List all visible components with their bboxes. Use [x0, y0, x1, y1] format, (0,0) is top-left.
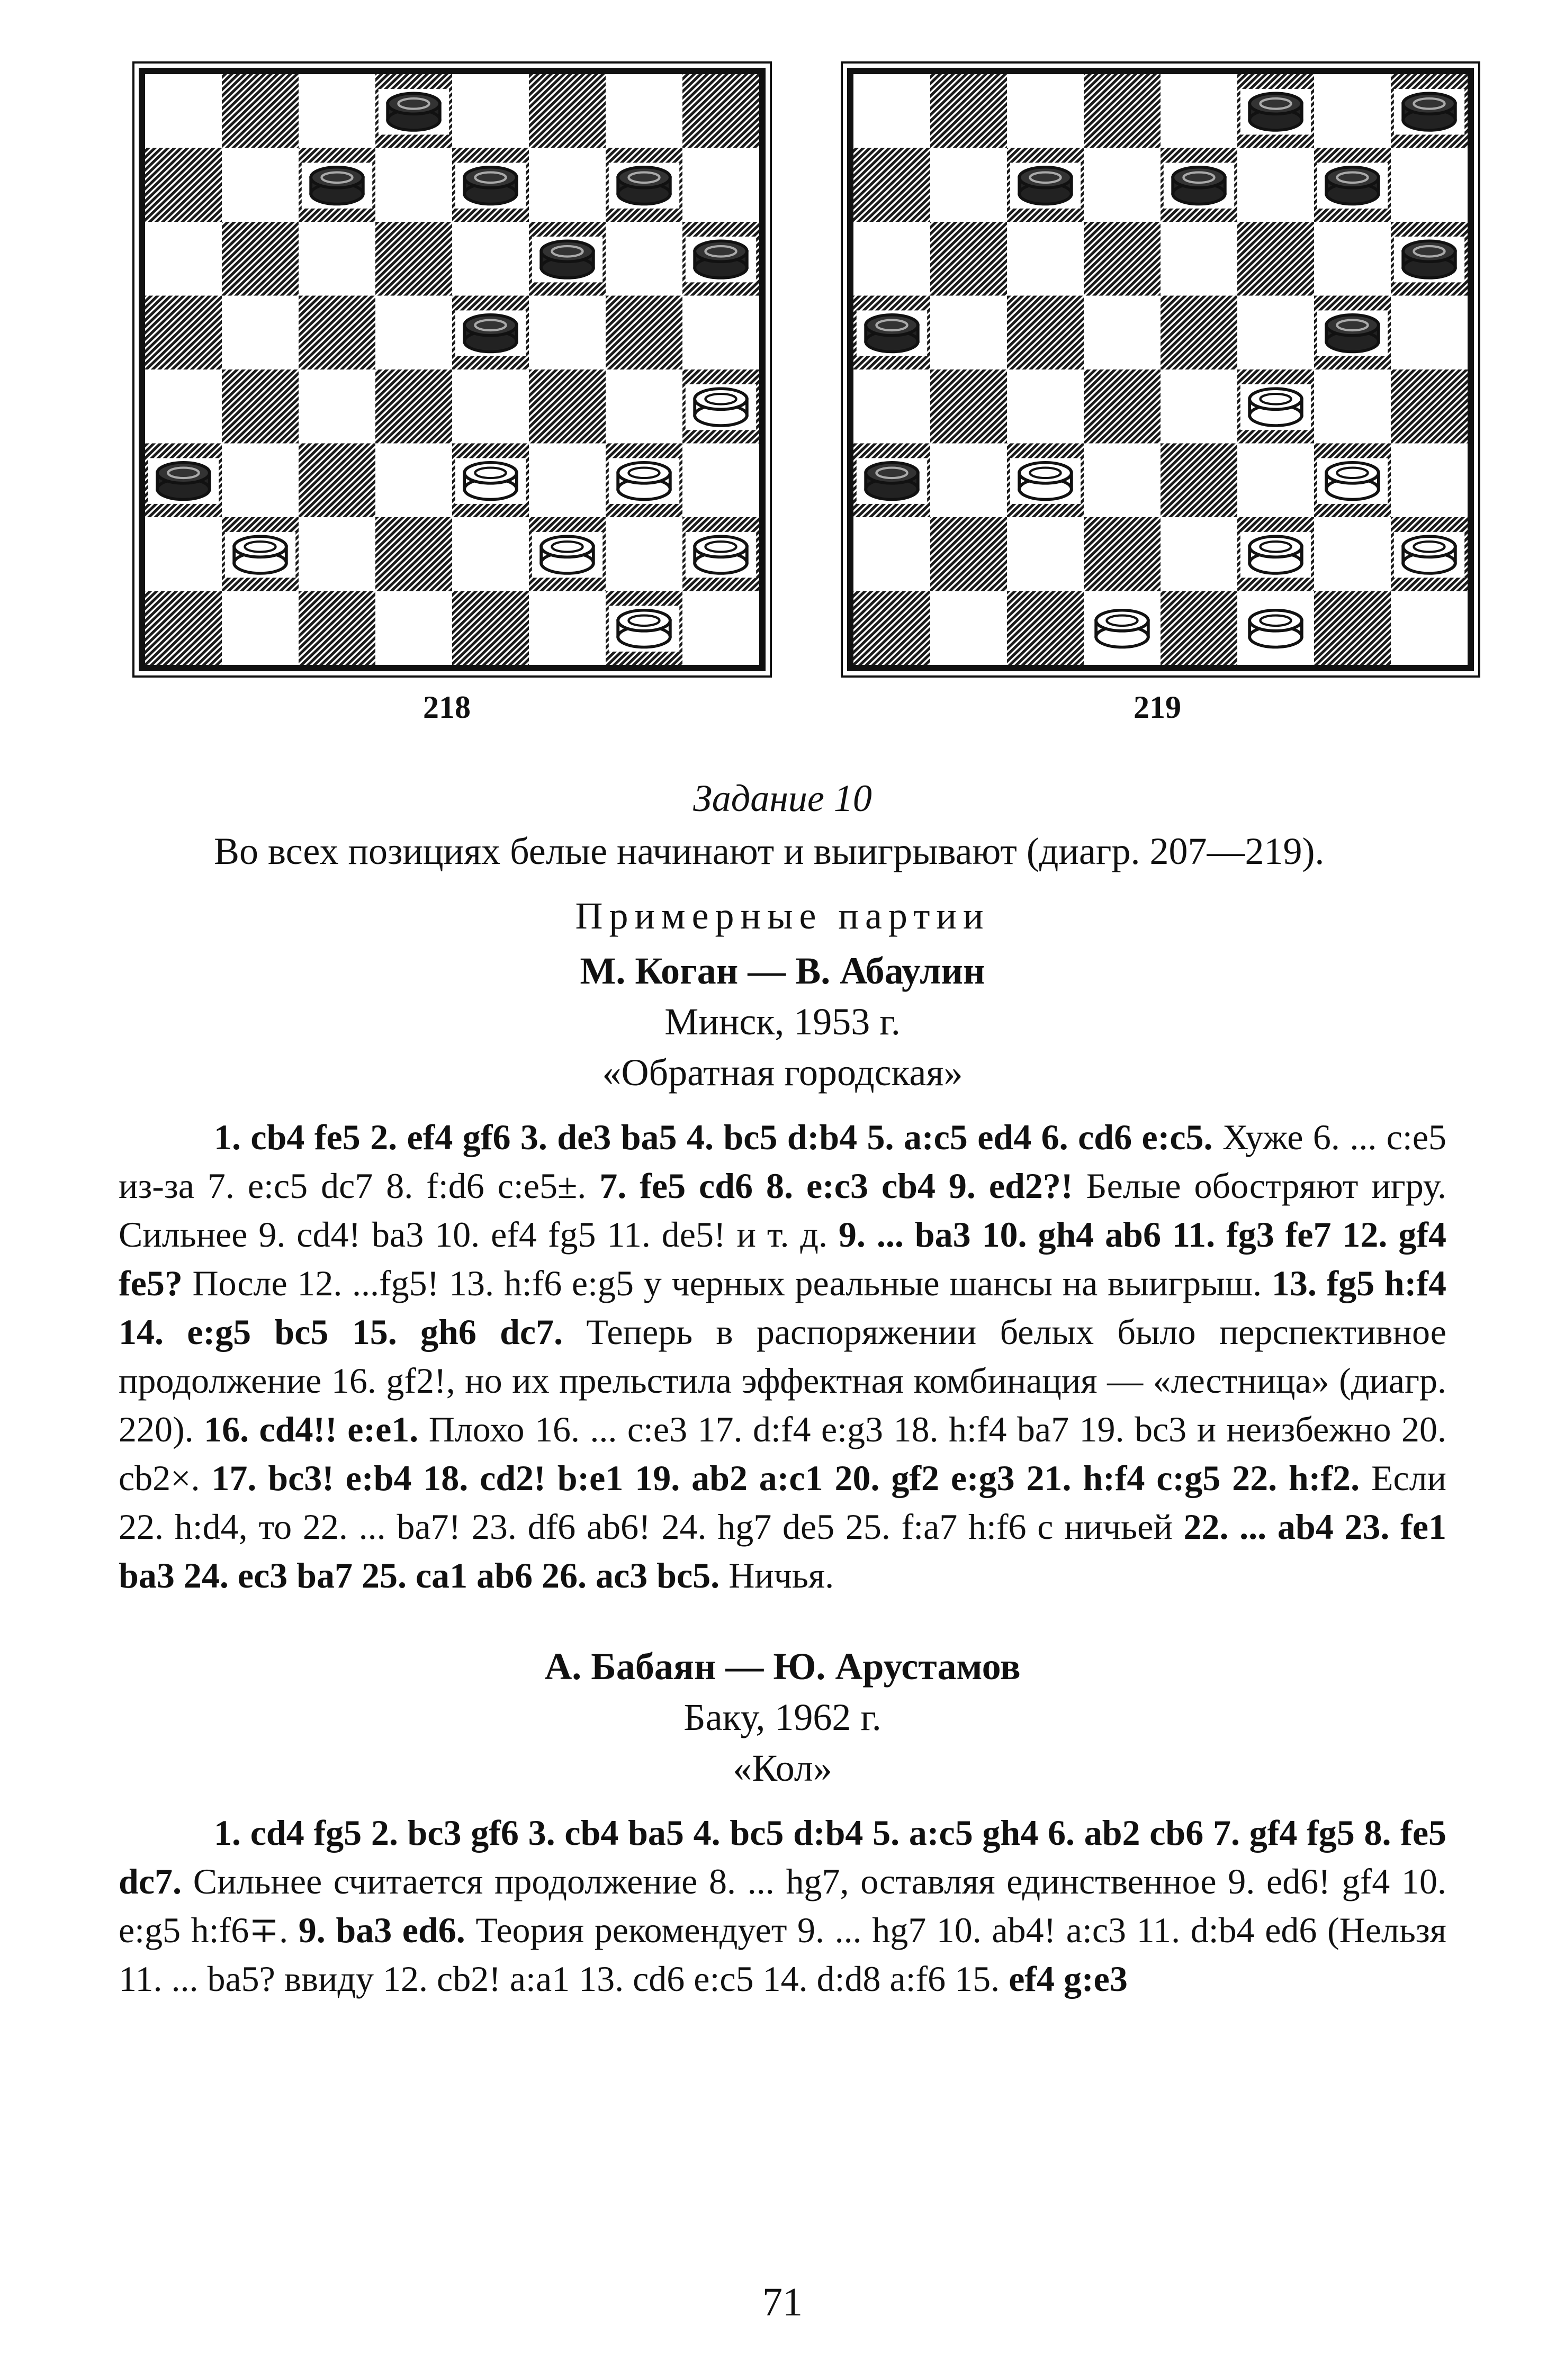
black-piece [1317, 310, 1388, 356]
light-square [853, 74, 930, 148]
light-square [299, 369, 375, 444]
light-square [682, 296, 759, 370]
black-piece [686, 237, 756, 282]
light-square [145, 222, 222, 296]
dark-square [1084, 74, 1161, 148]
light-square [1391, 296, 1468, 370]
black-piece [532, 237, 602, 282]
dark-square [606, 296, 682, 370]
game-1-moves [119, 1113, 1446, 1600]
black-piece [148, 458, 219, 503]
black-piece [455, 163, 526, 208]
section-title: Примерные партии [575, 895, 990, 937]
dark-square [222, 369, 299, 444]
dark-square [930, 74, 1007, 148]
dark-square [1314, 591, 1391, 665]
black-piece [609, 163, 679, 208]
dark-square [145, 296, 222, 370]
game-moves-run: 9. ... ba3 10. gh4 ab6 11. fg3 fe7 12. gf4 fe5? [119, 1214, 1446, 1303]
task-title: Задание 10 [693, 777, 872, 819]
diagram-219-number: 219 [1134, 690, 1181, 725]
dark-square [1161, 296, 1237, 370]
light-square [145, 517, 222, 591]
light-square [529, 444, 606, 518]
light-square [606, 517, 682, 591]
dark-square [299, 444, 375, 518]
game-commentary: Белые обостряют игру. Сильнее 9. cd4! ba3 10. ef4 fg5 11. de5! и т. д. [119, 1166, 1446, 1255]
diagram-218-number: 218 [423, 690, 471, 725]
black-piece [1394, 89, 1464, 134]
white-piece [686, 384, 756, 430]
black-piece [1317, 163, 1388, 208]
light-square [682, 148, 759, 222]
light-square [222, 591, 299, 665]
light-square [930, 296, 1007, 370]
game-commentary: Ничья. [719, 1555, 834, 1595]
dark-square [222, 222, 299, 296]
light-square [1237, 444, 1314, 518]
white-piece [1317, 458, 1388, 503]
dark-square [299, 591, 375, 665]
game-commentary: Теория рекомендует 9. ... hg7 10. ab4! a:c3 11. d:b4 ed6 (Нельзя 11. ... ba5? ввиду 12. cb2! a:a1 13. cd6 e:c5 14. d:d8 a:f6 15. [119, 1910, 1446, 1999]
white-piece [1240, 532, 1311, 578]
light-square [299, 222, 375, 296]
dark-square [1161, 444, 1237, 518]
game-1-opening: «Обратная городская» [602, 1051, 963, 1094]
game-commentary: Хуже 6. ... c:e5 из-за 7. e:c5 dc7 8. f:d6 c:e5±. [119, 1117, 1447, 1206]
game-2-opening: «Кол» [733, 1747, 832, 1789]
white-piece [1394, 532, 1464, 578]
dark-square [145, 591, 222, 665]
dark-square [452, 591, 529, 665]
light-square [375, 591, 452, 665]
white-piece [455, 458, 526, 503]
dark-square [529, 369, 606, 444]
black-piece [1394, 237, 1464, 282]
board-svg [853, 74, 1468, 665]
light-square [222, 444, 299, 518]
black-piece [857, 310, 927, 356]
light-square [1084, 148, 1161, 222]
light-square [1084, 296, 1161, 370]
light-square [145, 74, 222, 148]
light-square [452, 222, 529, 296]
light-square [452, 74, 529, 148]
light-square [606, 369, 682, 444]
light-square [1314, 517, 1391, 591]
game-moves-run: 22. ... ab4 23. fe1 ba3 24. ec3 ba7 25. ca1 ab6 26. ac3 bc5. [119, 1507, 1446, 1595]
light-square [930, 444, 1007, 518]
game-commentary: Теперь в распоряжении белых было перспективное продолжение 16. gf2!, но их прельстила эффектная комбинация — «лестница» (диагр. 220). [119, 1312, 1446, 1449]
light-square [1237, 296, 1314, 370]
dark-square [375, 517, 452, 591]
dark-square [853, 148, 930, 222]
game-moves-run: 7. fe5 cd6 8. e:c3 cb4 9. ed2?! [599, 1166, 1073, 1206]
game-1-place: Минск, 1953 г. [664, 1000, 901, 1043]
black-piece [302, 163, 372, 208]
light-square [375, 148, 452, 222]
light-square [1161, 517, 1237, 591]
black-piece [857, 458, 927, 503]
black-piece [455, 310, 526, 356]
black-piece [1164, 163, 1234, 208]
dark-square [529, 74, 606, 148]
light-square [1391, 591, 1468, 665]
game-commentary: Плохо 16. ... c:e3 17. d:f4 e:g3 18. h:f4 ba7 19. bc3 и неизбежно 20. cb2×. [119, 1409, 1446, 1498]
light-square [1237, 148, 1314, 222]
black-piece [379, 89, 449, 134]
light-square [299, 517, 375, 591]
dark-square [1007, 591, 1084, 665]
light-square [375, 296, 452, 370]
game-moves-run: 16. cd4!! e:e1. [204, 1409, 419, 1449]
white-piece [1240, 606, 1311, 651]
white-piece [609, 606, 679, 651]
light-square [1391, 444, 1468, 518]
page-content [119, 773, 1446, 2003]
diagram-219-board [847, 68, 1474, 671]
white-piece [532, 532, 602, 578]
light-square [930, 591, 1007, 665]
game-moves-run: 13. fg5 h:f4 14. e:g5 bc5 15. gh6 dc7. [119, 1263, 1446, 1352]
light-square [682, 591, 759, 665]
light-square [529, 296, 606, 370]
white-piece [609, 458, 679, 503]
light-square [222, 148, 299, 222]
dark-square [1161, 591, 1237, 665]
light-square [1161, 222, 1237, 296]
dark-square [853, 591, 930, 665]
black-piece [1240, 89, 1311, 134]
dark-square [375, 222, 452, 296]
dark-square [1084, 222, 1161, 296]
light-square [222, 296, 299, 370]
light-square [1391, 148, 1468, 222]
light-square [529, 148, 606, 222]
light-square [375, 444, 452, 518]
white-piece [1010, 458, 1081, 503]
light-square [853, 222, 930, 296]
light-square [1161, 369, 1237, 444]
dark-square [375, 369, 452, 444]
light-square [299, 74, 375, 148]
light-square [1084, 444, 1161, 518]
dark-square [145, 148, 222, 222]
game-commentary: Сильнее считается продолжение 8. ... hg7, оставляя единственное 9. ed6! gf4 10. e:g5 h:f6∓. [119, 1861, 1446, 1950]
light-square [1007, 369, 1084, 444]
light-square [682, 444, 759, 518]
light-square [1007, 517, 1084, 591]
dark-square [930, 222, 1007, 296]
light-square [1007, 74, 1084, 148]
light-square [145, 369, 222, 444]
game-moves-run: ef4 g:e3 [1009, 1959, 1128, 1999]
task-text: Во всех позициях белые начинают и выигрывают (диагр. 207—219). [214, 830, 1325, 872]
dark-square [1084, 517, 1161, 591]
light-square [1314, 74, 1391, 148]
dark-square [930, 369, 1007, 444]
dark-square [1237, 222, 1314, 296]
dark-square [1084, 369, 1161, 444]
game-moves-run: 1. cd4 fg5 2. bc3 gf6 3. cb4 ba5 4. bc5 d:b4 5. a:c5 gh4 6. ab2 cb6 7. gf4 fg5 8. fe5 dc7. [119, 1813, 1446, 1901]
light-square [1161, 74, 1237, 148]
light-square [1314, 369, 1391, 444]
game-moves-run: 1. cb4 fe5 2. ef4 gf6 3. de3 ba5 4. bc5 d:b4 5. a:c5 ed4 6. cd6 e:c5. [214, 1117, 1213, 1157]
light-square [1314, 222, 1391, 296]
game-moves-run: 17. bc3! e:b4 18. cd2! b:e1 19. ab2 a:c1 20. gf2 e:g3 21. h:f4 c:g5 22. h:f2. [211, 1458, 1360, 1498]
dark-square [299, 296, 375, 370]
dark-square [222, 74, 299, 148]
page-number: 71 [762, 2280, 803, 2324]
white-piece [686, 532, 756, 578]
white-piece [1240, 384, 1311, 430]
dark-square [1007, 296, 1084, 370]
diagram-218-board [139, 68, 766, 671]
light-square [930, 148, 1007, 222]
board-svg [145, 74, 759, 665]
dark-square [682, 74, 759, 148]
game-2-players: А. Бабаян — Ю. Арустамов [544, 1645, 1021, 1688]
light-square [606, 74, 682, 148]
game-2-moves [119, 1808, 1446, 2003]
game-commentary: Если 22. h:d4, то 22. ... ba7! 23. df6 ab6! 24. hg7 de5 25. f:a7 h:f6 с ничьей [119, 1458, 1447, 1547]
light-square [1007, 222, 1084, 296]
light-square [452, 369, 529, 444]
white-piece [225, 532, 295, 578]
light-square [529, 591, 606, 665]
light-square [606, 222, 682, 296]
dark-square [1391, 369, 1468, 444]
game-moves-run: 9. ba3 ed6. [298, 1910, 465, 1950]
black-piece [1010, 163, 1081, 208]
game-commentary: После 12. ...fg5! 13. h:f6 e:g5 у черных реальные шансы на выигрыш. [182, 1263, 1272, 1303]
game-1-players: М. Коган — В. Абаулин [580, 950, 985, 992]
light-square [452, 517, 529, 591]
white-piece [1087, 606, 1157, 651]
dark-square [930, 517, 1007, 591]
light-square [853, 369, 930, 444]
game-2-place: Баку, 1962 г. [683, 1696, 882, 1738]
light-square [853, 517, 930, 591]
